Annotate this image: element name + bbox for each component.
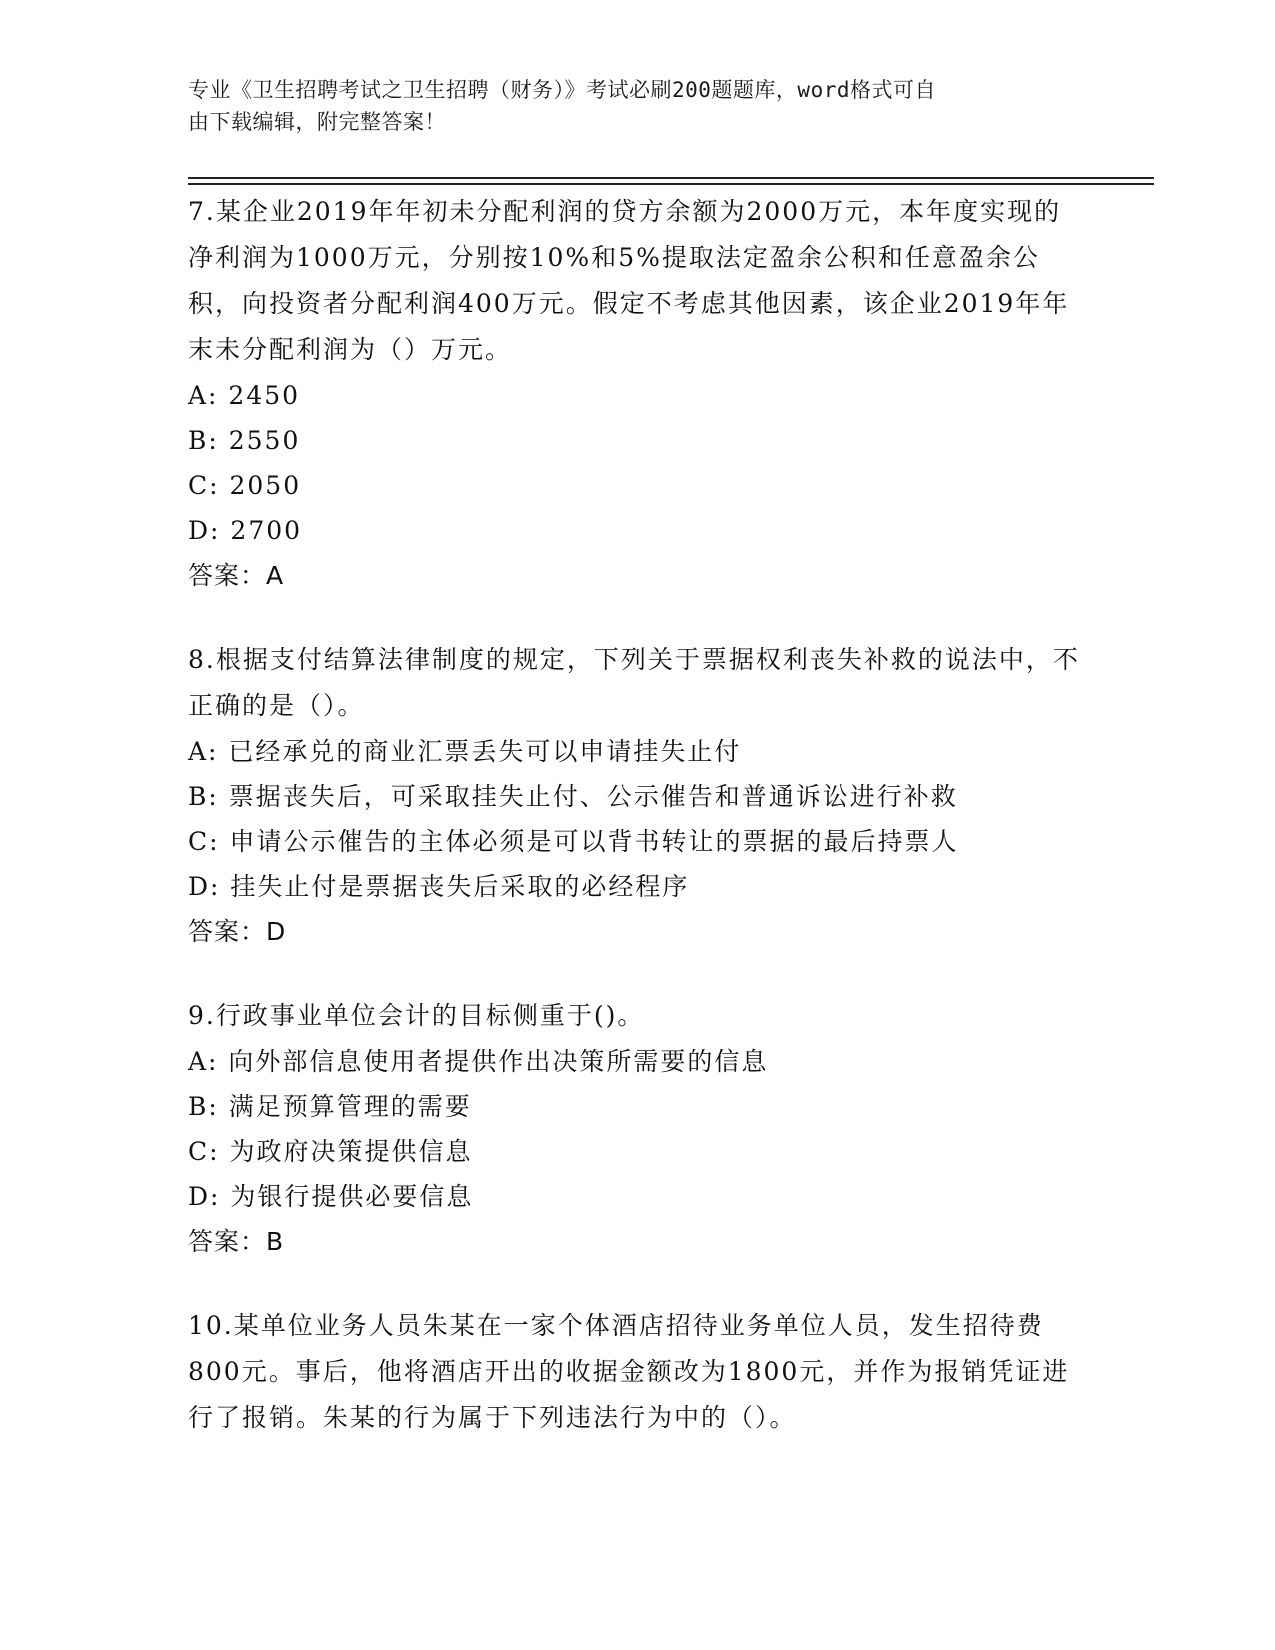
question-stem: 8.根据支付结算法律制度的规定，下列关于票据权利丧失补救的说法中，不正确的是（）。 <box>188 645 1080 720</box>
option-a: A: 向外部信息使用者提供作出决策所需要的信息 <box>188 1047 769 1076</box>
question-stem: 10.某单位业务人员朱某在一家个体酒店招待业务单位人员，发生招待费800元。事后，他将酒店开出的收据金额改为1800元，并作为报销凭证进行了报销。朱某的行为属于下列违法行为中的（）。 <box>188 1311 1070 1432</box>
question-8 <box>188 637 1088 955</box>
option-a: A: 已经承兑的商业汇票丢失可以申请挂失止付 <box>188 737 742 766</box>
option-d: D: 为银行提供必要信息 <box>188 1182 474 1211</box>
option-b: B: 2550 <box>188 426 301 455</box>
answer: 答案：A <box>188 561 285 590</box>
header-title-line-1: 专业《卫生招聘考试之卫生招聘（财务）》考试必刷200题题库，word格式可自 <box>188 78 936 102</box>
document-header <box>188 74 1068 138</box>
option-c: C: 为政府决策提供信息 <box>188 1137 473 1166</box>
option-c: C: 申请公示催告的主体必须是可以背书转让的票据的最后持票人 <box>188 827 959 856</box>
option-b: B: 满足预算管理的需要 <box>188 1092 472 1121</box>
question-10 <box>188 1303 1088 1441</box>
option-a: A: 2450 <box>188 381 301 410</box>
question-7 <box>188 189 1088 599</box>
header-divider-top <box>188 177 1154 179</box>
header-title-line-2: 由下载编辑，附完整答案！ <box>188 110 446 134</box>
option-d: D: 挂失止付是票据丧失后采取的必经程序 <box>188 872 690 901</box>
question-stem: 7.某企业2019年年初未分配利润的贷方余额为2000万元，本年度实现的净利润为1000万元，分别按10%和5%提取法定盈余公积和任意盈余公积，向投资者分配利润400万元。假定不考虑其他因素，该企业2019年年末未分配利润为（）万元。 <box>188 197 1070 364</box>
option-c: C: 2050 <box>188 471 302 500</box>
header-divider-bottom <box>188 183 1154 185</box>
option-d: D: 2700 <box>188 516 303 545</box>
question-list <box>188 189 1088 1479</box>
answer: 答案：B <box>188 1227 285 1256</box>
question-stem: 9.行政事业单位会计的目标侧重于()。 <box>188 1001 645 1030</box>
answer: 答案：D <box>188 917 287 946</box>
option-b: B: 票据丧失后，可采取挂失止付、公示催告和普通诉讼进行补救 <box>188 782 958 811</box>
question-9 <box>188 993 1088 1265</box>
